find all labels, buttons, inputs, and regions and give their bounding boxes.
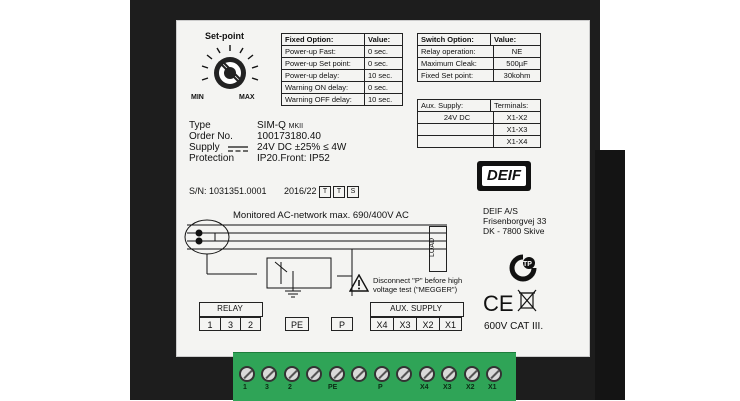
table-cell: 24V DC	[418, 112, 494, 123]
table-header: Terminals:	[494, 101, 529, 110]
setpoint-dial-icon[interactable]	[195, 45, 265, 97]
table-cell: X1-X4	[506, 137, 528, 146]
aux-supply-label: AUX. SUPPLY	[390, 304, 442, 313]
table-cell: Fixed Set point:	[418, 70, 494, 81]
table-row	[282, 70, 402, 82]
terminal-cell-pe: PE	[285, 317, 309, 331]
screw-terminal[interactable]	[396, 366, 412, 382]
warning-icon	[349, 274, 369, 292]
screw-terminal[interactable]	[329, 366, 345, 382]
warning-text-line1: Disconnect "P" before high	[373, 276, 463, 285]
screw-terminal[interactable]	[374, 366, 390, 382]
test-box: S	[347, 186, 359, 198]
terminal-number: X1	[488, 384, 497, 391]
screw-terminal[interactable]	[351, 366, 367, 382]
terminal-number: X3	[443, 384, 452, 391]
table-row	[418, 100, 540, 112]
setpoint-title: Set-point	[205, 31, 244, 41]
table-cell	[418, 124, 494, 135]
table-cell: Warning ON delay:	[282, 82, 365, 93]
table-cell: Relay operation:	[418, 46, 494, 57]
terminal-cell-x2: X2	[416, 317, 440, 331]
weee-bin-icon	[517, 289, 537, 313]
terminal-number: 3	[265, 384, 269, 391]
setpoint-max-label: MAX	[239, 94, 255, 101]
terminal-number: P	[378, 384, 383, 391]
dc-symbol-icon	[227, 145, 249, 153]
table-cell: 10 sec.	[368, 95, 393, 104]
table-row	[282, 46, 402, 58]
terminal-number: PE	[328, 384, 338, 391]
type-suffix: MKII	[288, 123, 304, 130]
terminal-cell-1: 1	[199, 317, 221, 331]
aux-supply-table	[417, 99, 541, 148]
terminal-number: 1	[243, 384, 247, 391]
terminal-number: X2	[466, 384, 475, 391]
table-cell: Maximum Cleak:	[418, 58, 494, 69]
switch-option-table	[417, 33, 541, 82]
type-value-text: SIM-Q	[257, 120, 286, 131]
test-box: T	[333, 186, 345, 198]
order-value: 100173180.40	[257, 131, 321, 142]
device-label	[176, 20, 590, 357]
table-row	[282, 58, 402, 70]
table-cell: 10 sec.	[368, 71, 393, 80]
table-row	[282, 34, 402, 46]
deif-logo-text: DEIF	[482, 166, 526, 186]
warning-text-line2: voltage test ("MEGGER")	[373, 285, 458, 294]
terminal-cell-2: 2	[240, 317, 261, 331]
load-label: LOAD	[429, 237, 436, 257]
relay-label: RELAY	[217, 304, 243, 313]
table-cell: Power-up Set point:	[282, 58, 365, 69]
table-row	[418, 46, 540, 58]
tp-certification-icon	[505, 253, 541, 283]
fixed-option-table	[281, 33, 403, 106]
table-row	[418, 34, 540, 46]
table-cell: 0 sec.	[368, 59, 389, 68]
table-row	[418, 70, 540, 81]
table-header: Value:	[368, 35, 391, 44]
order-label: Order No.	[189, 131, 233, 142]
company-street: Frisenborgvej 33	[483, 216, 547, 226]
table-cell: 0 sec.	[368, 47, 389, 56]
table-row	[418, 124, 540, 136]
table-cell: 0 sec.	[368, 83, 389, 92]
terminal-number: X4	[420, 384, 429, 391]
device-housing-side	[595, 150, 625, 400]
table-cell: NE	[511, 47, 523, 56]
terminal-cell-p: P	[331, 317, 353, 331]
type-value	[257, 120, 303, 131]
table-header: Switch Option:	[418, 34, 491, 45]
table-cell: 30kohm	[503, 71, 531, 80]
screw-terminal[interactable]	[284, 366, 300, 382]
setpoint-min-label: MIN	[191, 94, 204, 101]
screw-terminal[interactable]	[464, 366, 480, 382]
table-header: Aux. Supply:	[418, 100, 491, 111]
table-cell: Warning OFF delay:	[282, 94, 365, 105]
table-cell: X1-X2	[506, 113, 528, 122]
supply-label: Supply	[189, 142, 220, 153]
terminal-cell-3: 3	[220, 317, 241, 331]
terminal-strip	[233, 352, 516, 401]
supply-value: 24V DC ±25% ≤ 4W	[257, 142, 347, 153]
protection-label: Protection	[189, 153, 235, 164]
table-header: Value:	[494, 35, 517, 44]
table-row	[282, 94, 402, 105]
company-name: DEIF A/S	[483, 206, 518, 216]
table-cell: 500µF	[506, 59, 528, 68]
table-row	[418, 136, 540, 147]
table-header: Fixed Option:	[282, 34, 365, 45]
terminal-number: 2	[288, 384, 292, 391]
protection-value: IP20.Front: IP52	[257, 153, 330, 164]
serial-number: S/N: 1031351.0001	[189, 186, 267, 196]
table-cell: Power-up Fast:	[282, 46, 365, 57]
table-row	[418, 58, 540, 70]
screw-terminal[interactable]	[441, 366, 457, 382]
tp-certification-label: TP	[523, 261, 532, 268]
table-cell	[418, 136, 494, 147]
ce-mark: CE	[483, 291, 514, 316]
screw-terminal[interactable]	[239, 366, 255, 382]
screw-terminal[interactable]	[486, 366, 502, 382]
table-row	[282, 82, 402, 94]
company-city: DK - 7800 Skive	[483, 226, 545, 236]
deif-logo	[477, 161, 531, 191]
type-label: Type	[189, 120, 211, 131]
table-cell: X1-X3	[506, 125, 528, 134]
production-date: 2016/22	[284, 186, 317, 196]
cat-rating: 600V CAT III.	[484, 321, 544, 332]
terminal-cell-x1: X1	[439, 317, 462, 331]
network-label: Monitored AC-network max. 690/400V AC	[233, 210, 409, 221]
terminal-cell-x3: X3	[393, 317, 417, 331]
test-box: T	[319, 186, 331, 198]
screw-terminal[interactable]	[261, 366, 277, 382]
terminal-cell-x4: X4	[370, 317, 394, 331]
screw-terminal[interactable]	[419, 366, 435, 382]
table-row	[418, 112, 540, 124]
screw-terminal[interactable]	[306, 366, 322, 382]
table-cell: Power-up delay:	[282, 70, 365, 81]
